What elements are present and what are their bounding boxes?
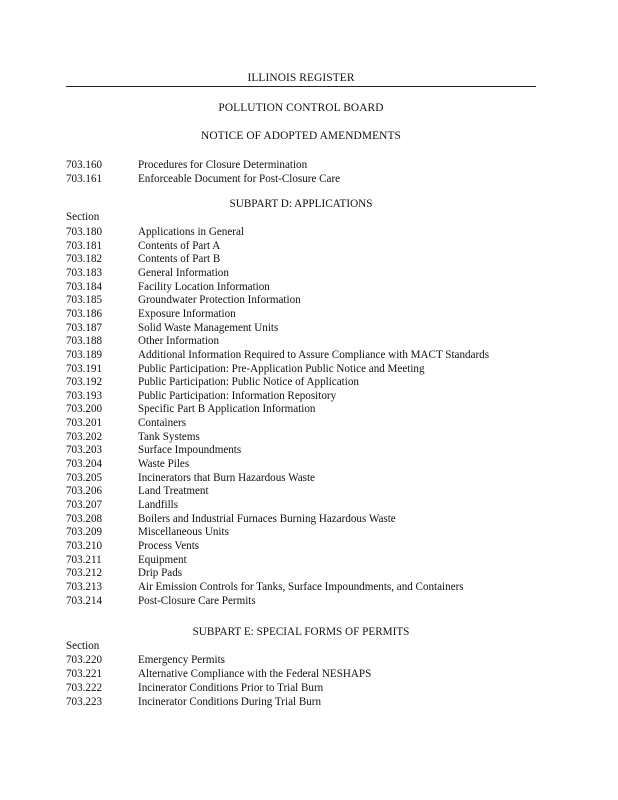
subpart-d-section-label: Section [66, 211, 100, 223]
section-number: 703.188 [66, 335, 103, 348]
section-title: Alternative Compliance with the Federal NESHAPS [138, 668, 372, 680]
section-title: Public Participation: Pre-Application Public Notice and Meeting [138, 362, 425, 375]
section-number: 703.202 [66, 430, 103, 443]
section-title: Exposure Information [138, 307, 236, 320]
section-number: 703.183 [66, 266, 103, 279]
subpart-d-heading: SUBPART D: APPLICATIONS [229, 198, 373, 210]
section-title: Applications in General [138, 226, 244, 238]
section-number: 703.193 [66, 389, 103, 402]
section-number: 703.161 [66, 173, 103, 185]
section-number: 703.214 [66, 594, 103, 607]
section-title: Specific Part B Application Information [138, 403, 316, 416]
section-number: 703.222 [66, 682, 103, 694]
section-title: Drip Pads [138, 567, 183, 580]
section-title: Process Vents [138, 539, 200, 552]
section-number: 703.209 [66, 526, 103, 539]
section-number: 703.211 [66, 553, 102, 566]
section-title: Groundwater Protection Information [138, 294, 301, 307]
section-number: 703.186 [66, 307, 103, 320]
section-number: 703.213 [66, 580, 103, 593]
section-number: 703.206 [66, 485, 103, 498]
section-number: 703.191 [66, 362, 103, 375]
section-title: Incinerator Conditions Prior to Trial Burn [138, 682, 324, 694]
section-title: Containers [138, 417, 187, 430]
section-number: 703.212 [66, 567, 103, 580]
section-number: 703.192 [66, 376, 103, 389]
section-number: 703.185 [66, 294, 103, 307]
section-title: Contents of Part A [138, 239, 221, 252]
section-number: 703.220 [66, 654, 103, 666]
section-title: Contents of Part B [138, 253, 221, 266]
section-number: 703.221 [66, 668, 103, 680]
notice-title: NOTICE OF ADOPTED AMENDMENTS [201, 130, 401, 142]
section-number: 703.203 [66, 444, 103, 457]
section-number: 703.207 [66, 499, 103, 511]
section-number: 703.204 [66, 458, 103, 471]
section-title: Solid Waste Management Units [138, 321, 279, 334]
section-number: 703.181 [66, 239, 103, 252]
section-title: Tank Systems [138, 430, 200, 443]
section-title: Post-Closure Care Permits [138, 594, 256, 607]
section-title: Equipment [138, 553, 187, 566]
section-number: 703.182 [66, 253, 103, 266]
section-title: Additional Information Required to Assure Compliance with MACT Standards [138, 348, 490, 361]
subpart-e-heading: SUBPART E: SPECIAL FORMS OF PERMITS [192, 626, 410, 638]
section-number: 703.208 [66, 512, 103, 525]
section-title: Facility Location Information [138, 280, 270, 293]
section-number: 703.205 [66, 471, 103, 484]
section-number: 703.200 [66, 403, 103, 416]
board-title: POLLUTION CONTROL BOARD [218, 102, 384, 114]
section-title: Boilers and Industrial Furnaces Burning Hazardous Waste [138, 512, 396, 525]
section-title: Public Participation: Public Notice of Application [138, 376, 359, 389]
section-number: 703.210 [66, 539, 103, 552]
section-title: Land Treatment [138, 485, 209, 498]
subpart-e-section-label: Section [66, 640, 100, 652]
section-title: Miscellaneous Units [138, 526, 229, 539]
section-number: 703.201 [66, 417, 103, 430]
section-title: Other Information [138, 335, 220, 348]
section-number: 703.187 [66, 321, 103, 334]
section-number: 703.223 [66, 696, 103, 708]
section-title: Enforceable Document for Post-Closure Care [138, 173, 341, 185]
section-number: 703.184 [66, 280, 103, 293]
section-title: Incinerator Conditions During Trial Burn [138, 696, 322, 708]
section-title: Surface Impoundments [138, 444, 242, 457]
section-title: Public Participation: Information Repository [138, 389, 337, 402]
section-title: Emergency Permits [138, 654, 225, 666]
section-title: Incinerators that Burn Hazardous Waste [138, 471, 315, 484]
section-number: 703.160 [66, 159, 103, 171]
section-title: Landfills [138, 499, 179, 511]
section-title: General Information [138, 266, 229, 279]
section-title: Air Emission Controls for Tanks, Surface Impoundments, and Containers [138, 580, 464, 593]
section-title: Waste Piles [138, 458, 190, 471]
section-title: Procedures for Closure Determination [138, 159, 308, 171]
header-rule [66, 86, 536, 87]
section-number: 703.189 [66, 348, 103, 361]
section-number: 703.180 [66, 226, 103, 238]
register-title: ILLINOIS REGISTER [247, 72, 355, 84]
